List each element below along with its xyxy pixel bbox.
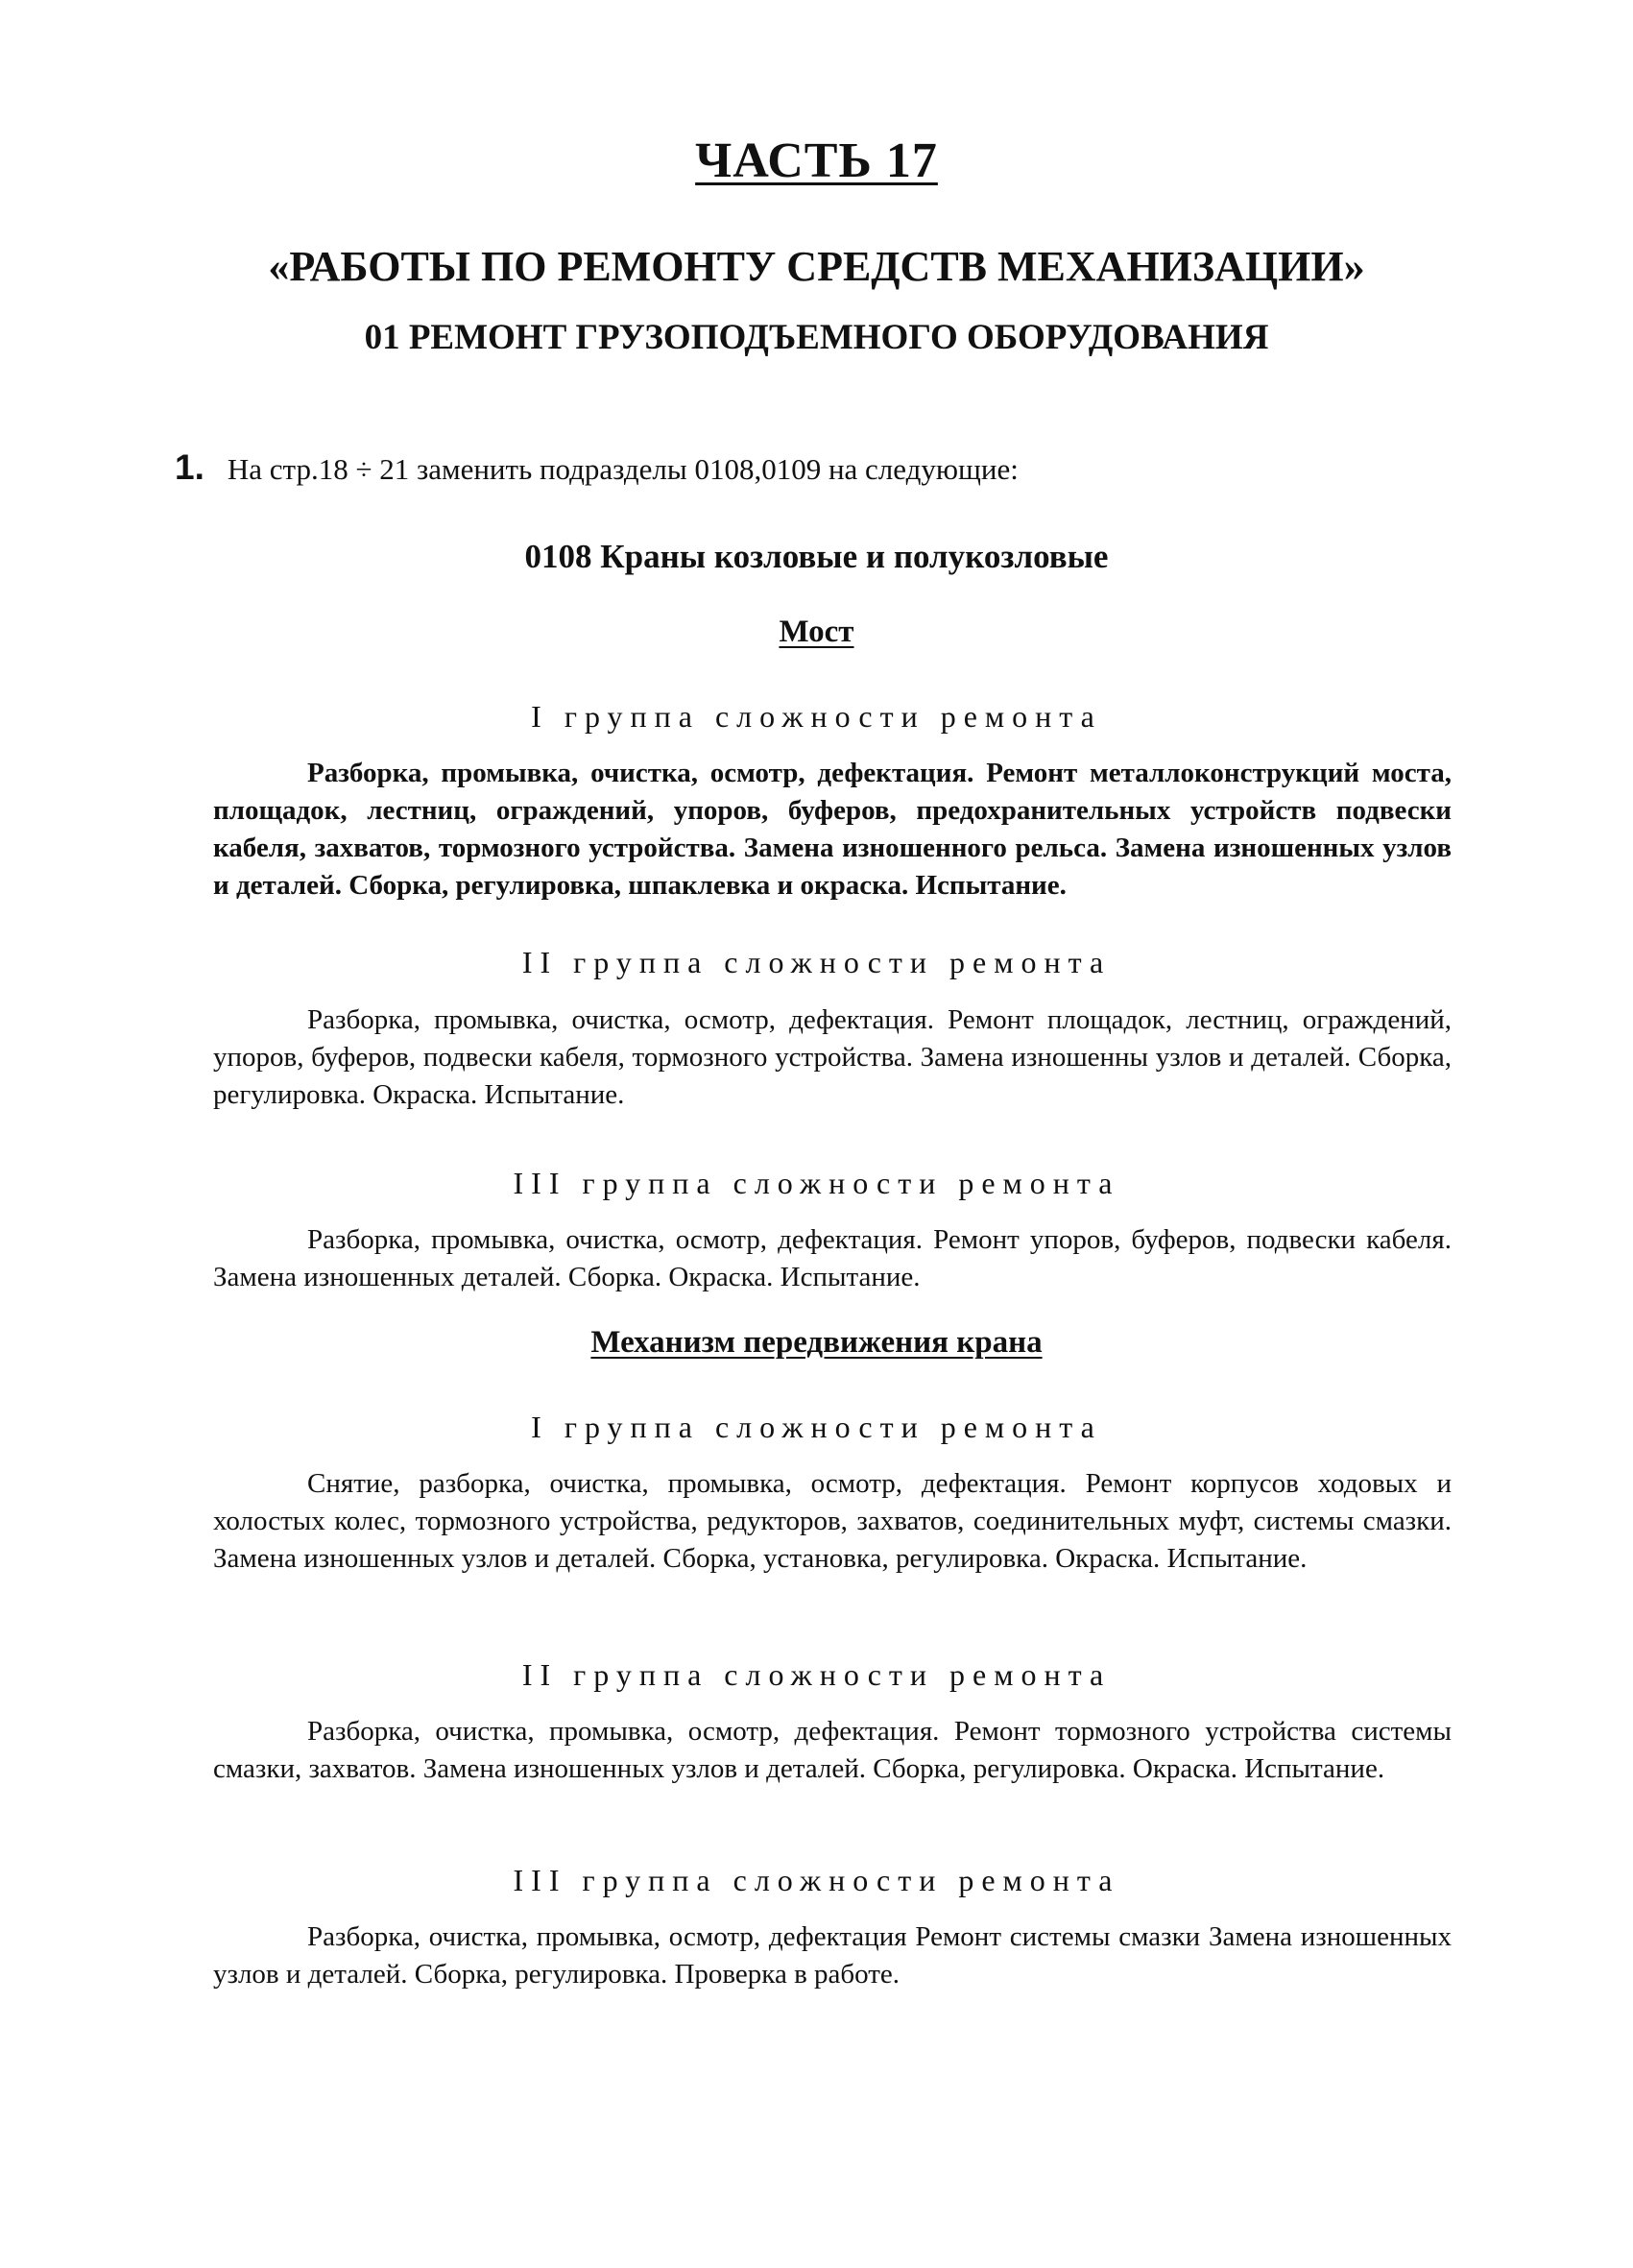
group-description: Снятие, разборка, очистка, промывка, осмотр, дефектация. Ремонт корпусов ходовых и холостых колес, тормозного устройства, редукторов, захватов, соединительных муфт, системы смазки. Замена изношенных узлов и деталей. Сборка, установка, регулировка. Окраска. Испытание. bbox=[213, 1468, 1452, 1574]
group-heading: III группа сложности ремонта bbox=[513, 1166, 1120, 1200]
group-heading: I группа сложности ремонта bbox=[531, 1410, 1102, 1444]
part-title: ЧАСТЬ 17 bbox=[695, 133, 938, 188]
subsection-title: 0108 Краны козловые и полукозловые bbox=[524, 538, 1109, 575]
group-heading: II группа сложности ремонта bbox=[521, 945, 1112, 979]
instruction bbox=[175, 447, 1500, 488]
group-description: Разборка, промывка, очистка, осмотр, дефектация. Ремонт упоров, буферов, подвески кабеля. Замена изношенных деталей. Сборка. Окраска. Испытание. bbox=[213, 1224, 1452, 1292]
group-description: Разборка, промывка, очистка, осмотр, дефектация. Ремонт металлоконструкций моста, площадок, лестниц, ограждений, упоров, буферов, предохранительных устройств подвески кабеля, захватов, тормозного устройства. Замена изношенного рельса. Замена изношенных узлов и деталей. Сборка, регулировка, шпаклевка и окраска. Испытание. bbox=[213, 758, 1452, 901]
group-description: Разборка, очистка, промывка, осмотр, дефектация Ремонт системы смазки Замена изношенных узлов и деталей. Сборка, регулировка. Проверка в работе. bbox=[213, 1921, 1452, 1990]
group-description: Разборка, очистка, промывка, осмотр, дефектация. Ремонт тормозного устройства системы смазки, захватов. Замена изношенных узлов и деталей. Сборка, регулировка. Окраска. Испытание. bbox=[213, 1716, 1452, 1784]
group-heading: I группа сложности ремонта bbox=[531, 699, 1102, 734]
part-heading-travel-mechanism: Механизм передвижения крана bbox=[590, 1325, 1043, 1360]
group-heading: II группа сложности ремонта bbox=[521, 1657, 1112, 1692]
section-title: 01 РЕМОНТ ГРУЗОПОДЪЕМНОГО ОБОРУДОВАНИЯ bbox=[364, 318, 1269, 357]
part-heading-bridge: Мост bbox=[779, 615, 854, 649]
group-description: Разборка, промывка, очистка, осмотр, дефектация. Ремонт площадок, лестниц, ограждений, упоров, буферов, подвески кабеля, тормозного устройства. Замена изношенны узлов и деталей. Сборка, регулировка. Окраска. Испытание. bbox=[213, 1004, 1452, 1110]
instruction-text: На стр.18 ÷ 21 заменить подразделы 0108,0109 на следующие: bbox=[227, 452, 1019, 486]
group-heading: III группа сложности ремонта bbox=[513, 1863, 1120, 1897]
instruction-number: 1. bbox=[175, 447, 204, 487]
main-title: «РАБОТЫ ПО РЕМОНТУ СРЕДСТВ МЕХАНИЗАЦИИ» bbox=[268, 243, 1365, 290]
